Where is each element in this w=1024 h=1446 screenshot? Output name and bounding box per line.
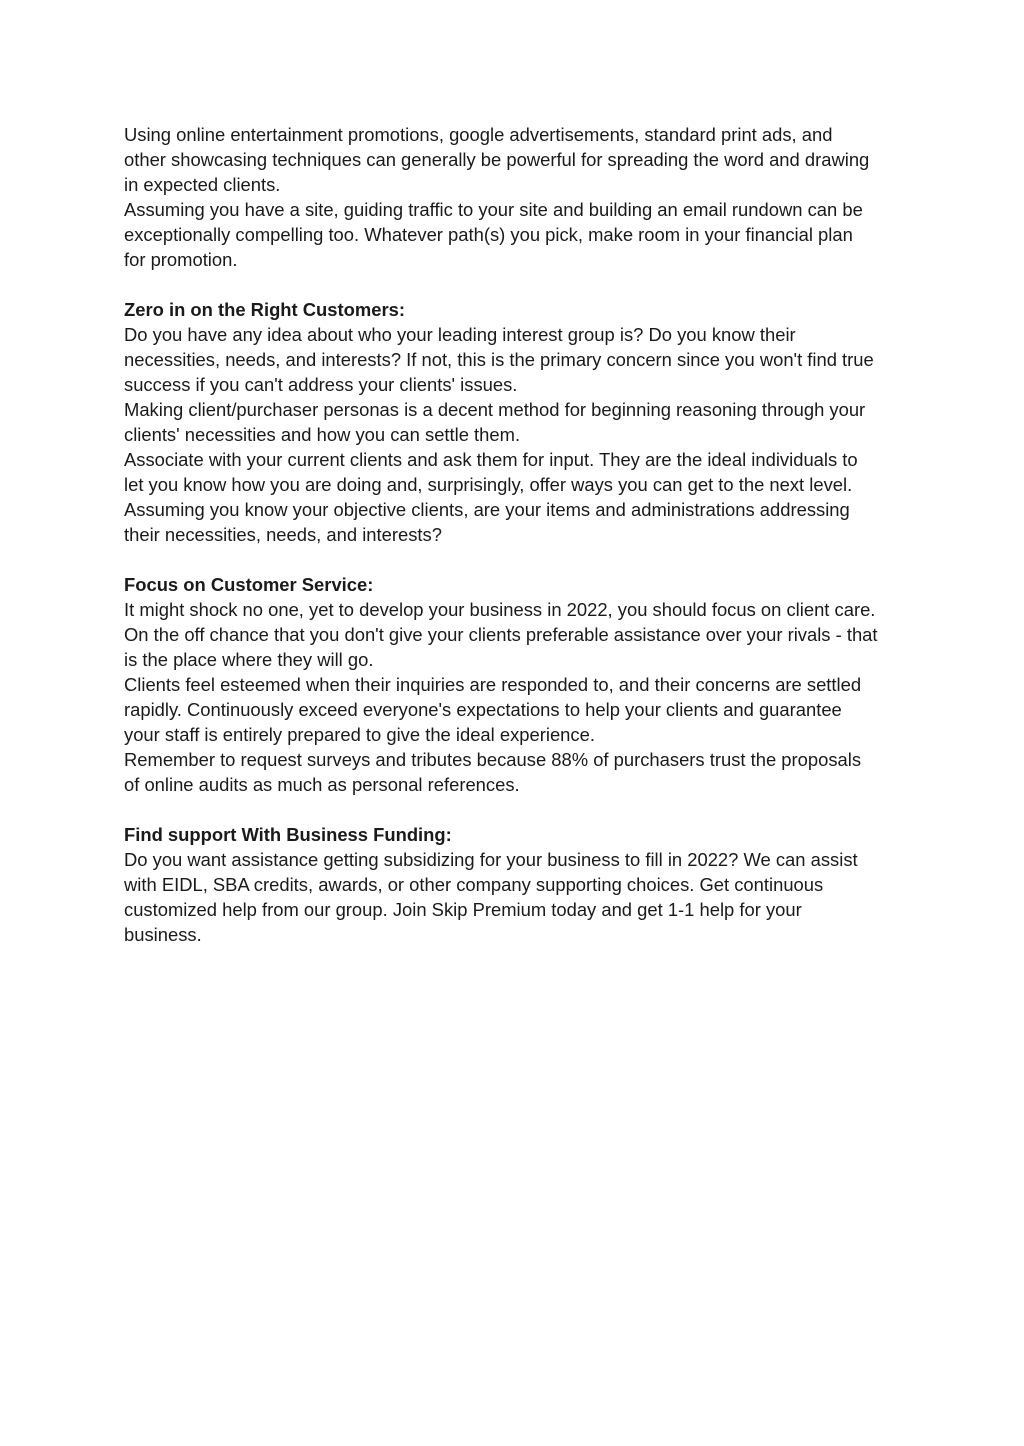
funding-paragraph-1: Do you want assistance getting subsidizing for your business to fill in 2022? We can assist with EIDL, SBA credits, awards, or other company supporting choices. Get continuous customized help from our group. Join Skip Premium today and get 1-1 help for your business. [124,849,858,945]
customers-paragraph-1: Do you have any idea about who your leading interest group is? Do you know their necessities, needs, and interests? If not, this is the primary concern since you won't find true success if you can't address your clients' issues. [124,324,874,395]
service-paragraph-3: Remember to request surveys and tributes because 88% of purchasers trust the proposals of online audits as much as personal references. [124,749,862,795]
spacer [124,272,924,297]
service-paragraph-1: It might shock no one, yet to develop your business in 2022, you should focus on client care. On the off chance that you don't give your clients preferable assistance over your rivals - that is the place where they will go. [124,599,878,670]
section-heading-funding: Find support With Business Funding: [124,824,452,845]
service-paragraph-2: Clients feel esteemed when their inquiries are responded to, and their concerns are settled rapidly. Continuously exceed everyone's expectations to help your clients and guarantee your staff is entirely prepared to give the ideal experience. [124,674,862,745]
customers-paragraph-2: Making client/purchaser personas is a decent method for beginning reasoning through your clients' necessities and how you can settle them. [124,399,866,445]
intro-paragraph-2: Assuming you have a site, guiding traffic to your site and building an email rundown can be exceptionally compelling too. Whatever path(s) you pick, make room in your financial plan for promotion. [124,199,863,270]
customers-paragraph-3: Associate with your current clients and ask them for input. They are the ideal individuals to let you know how you are doing and, surprisingly, offer ways you can get to the next level. [124,449,858,495]
intro-paragraph-1: Using online entertainment promotions, google advertisements, standard print ads, and other showcasing techniques can generally be powerful for spreading the word and drawing in expected clients. [124,124,870,195]
document-page [124,122,924,947]
spacer [124,547,924,572]
spacer [124,797,924,822]
customers-paragraph-4: Assuming you know your objective clients, are your items and administrations addressing their necessities, needs, and interests? [124,499,850,545]
section-heading-customers: Zero in on the Right Customers: [124,299,405,320]
section-heading-service: Focus on Customer Service: [124,574,374,595]
